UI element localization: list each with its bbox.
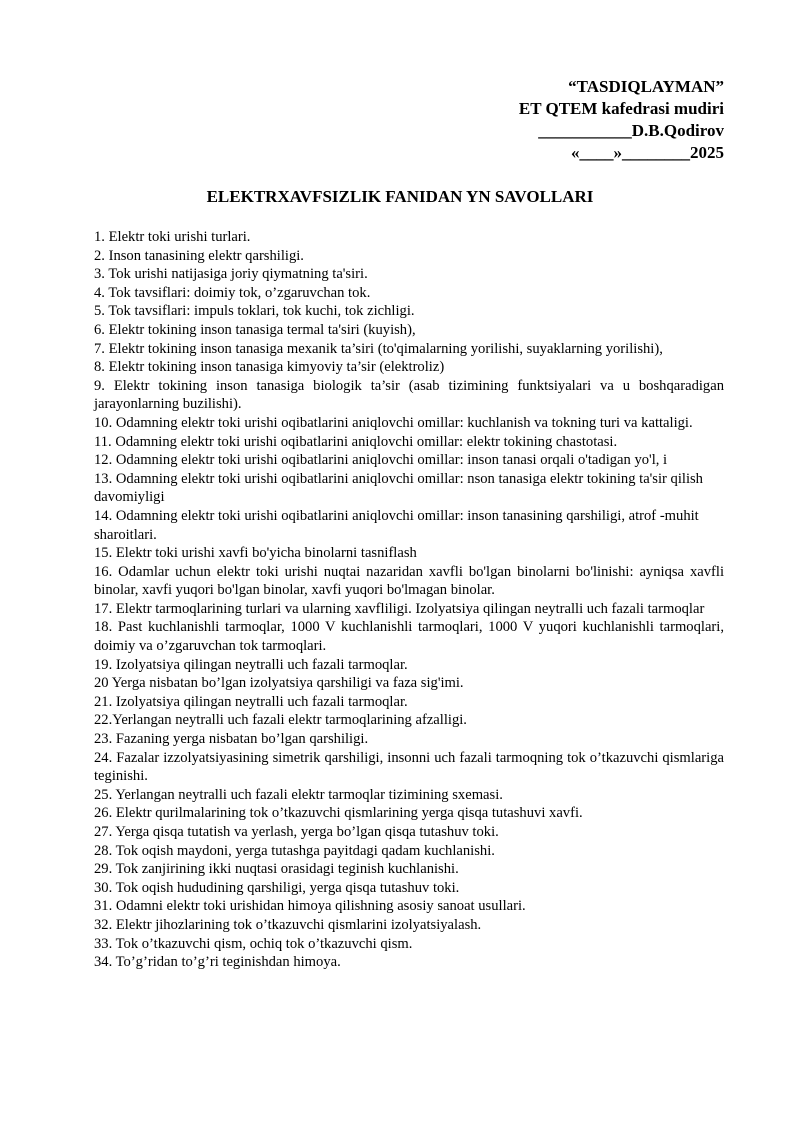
question-item: 29. Tok zanjirining ikki nuqtasi orasidagi teginish kuchlanishi. [94,861,459,878]
question-item: 14. Odamning elektr toki urishi oqibatlarini aniqlovchi omillar: inson tanasining qarshiligi, atrof -muhit sharoitlari. [94,507,699,543]
question-item: 8. Elektr tokining inson tanasiga kimyoviy ta’sir (elektroliz) [94,359,445,376]
question-item: 1. Elektr toki urishi turlari. [94,229,251,245]
department-head-title: ET QTEM kafedrasi mudiri [518,99,724,118]
question-item: 10. Odamning elektr toki urishi oqibatlarini aniqlovchi omillar: kuchlanish va tokning turi va kattaligi. [94,414,693,431]
signature-line: ___________D.B.Qodirov [538,121,724,140]
document-title: ELEKTRXAVFSIZLIK FANIDAN YN SAVOLLARI [206,187,594,206]
question-item: 2. Inson tanasining elektr qarshiligi. [94,247,304,264]
question-item: 21. Izolyatsiya qilingan neytralli uch fazali tarmoqlar. [94,693,408,710]
question-item: 4. Tok tavsiflari: doimiy tok, o’zgaruvchan tok. [94,284,371,301]
question-item: 27. Yerga qisqa tutatish va yerlash, yerga bo’lgan qisqa tutashuv toki. [94,824,499,840]
question-item: 12. Odamning elektr toki urishi oqibatlarini aniqlovchi omillar: inson tanasi orqali o'tadigan yo'l, i [94,452,668,469]
question-item: 25. Yerlangan neytralli uch fazali elektr tarmoqlar tizimining sxemasi. [94,786,503,803]
question-item: 20 Yerga nisbatan bo’lgan izolyatsiya qarshiligi va faza sig'imi. [94,675,464,692]
question-item: 18. Past kuchlanishli tarmoqlar, 1000 V kuchlanishli tarmoqlari, 1000 V yuqori kuchlanishli tarmoqlari, doimiy va o’zgaruvchan tok tarmoqlari. [94,619,724,655]
question-item: 26. Elektr qurilmalarining tok o’tkazuvchi qismlarining yerga qisqa tutashuvi xavfi. [94,805,583,822]
question-item: 24. Fazalar izzolyatsiyasining simetrik qarshiligi, insonni uch fazali tarmoqning tok o’tkazuvchi qismlariga teginishi. [94,749,724,785]
question-item: 11. Odamning elektr toki urishi oqibatlarini aniqlovchi omillar: elektr tokining chastotasi. [94,433,618,450]
question-item: 31. Odamni elektr toki urishidan himoya qilishning asosiy sanoat usullari. [94,898,526,915]
question-item: 33. Tok o’tkazuvchi qism, ochiq tok o’tkazuvchi qism. [94,935,413,952]
approval-heading: “TASDIQLAYMAN” [568,77,724,96]
question-item: 17. Elektr tarmoqlarining turlari va ularning xavfliligi. Izolyatsiya qilingan neytralli uch fazali tarmoqlar [94,600,705,617]
question-item: 30. Tok oqish hududining qarshiligi, yerga qisqa tutashuv toki. [94,879,460,896]
question-item: 6. Elektr tokining inson tanasiga termal ta'siri (kuyish), [94,321,416,338]
question-list [94,228,724,972]
question-item: 3. Tok urishi natijasiga joriy qiymatning ta'siri. [94,266,368,283]
approval-block [519,76,724,164]
question-item: 23. Fazaning yerga nisbatan bo’lgan qarshiligi. [94,731,369,748]
question-item: 28. Tok oqish maydoni, yerga tutashga payitdagi qadam kuchlanishi. [94,842,495,859]
question-item: 22.Yerlangan neytralli uch fazali elektr tarmoqlarining afzalligi. [94,712,467,729]
question-item: 19. Izolyatsiya qilingan neytralli uch fazali tarmoqlar. [94,656,408,673]
question-item: 16. Odamlar uchun elektr toki urishi nuqtai nazaridan xavfli bo'lgan binolarni bo'linishi: ayniqsa xavfli binolar, xavfi yuqori bo'lgan binolar, xavfi yuqori bo'lmagan binolar. [94,563,724,599]
question-item: 7. Elektr tokining inson tanasiga mexanik ta’siri (to'qimalarning yorilishi, suyaklarning yorilishi), [94,340,663,357]
question-item: 5. Tok tavsiflari: impuls toklari, tok kuchi, tok zichligi. [94,303,415,320]
question-item: 9. Elektr tokining inson tanasiga biologik ta’sir (asab tizimining funktsiyalari va u boshqaradigan jarayonlarning buzilishi). [94,377,724,413]
question-item: 32. Elektr jihozlarining tok o’tkazuvchi qismlarini izolyatsiyalash. [94,916,482,933]
question-item: 13. Odamning elektr toki urishi oqibatlarini aniqlovchi omillar: nson tanasiga elektr tokining ta'sir qilish davomiyligi [94,470,703,506]
date-line: «____»________2025 [571,143,724,162]
question-item: 15. Elektr toki urishi xavfi bo'yicha binolarni tasniflash [94,545,417,562]
question-item: 34. To’g’ridan to’g’ri teginishdan himoya. [94,954,341,971]
